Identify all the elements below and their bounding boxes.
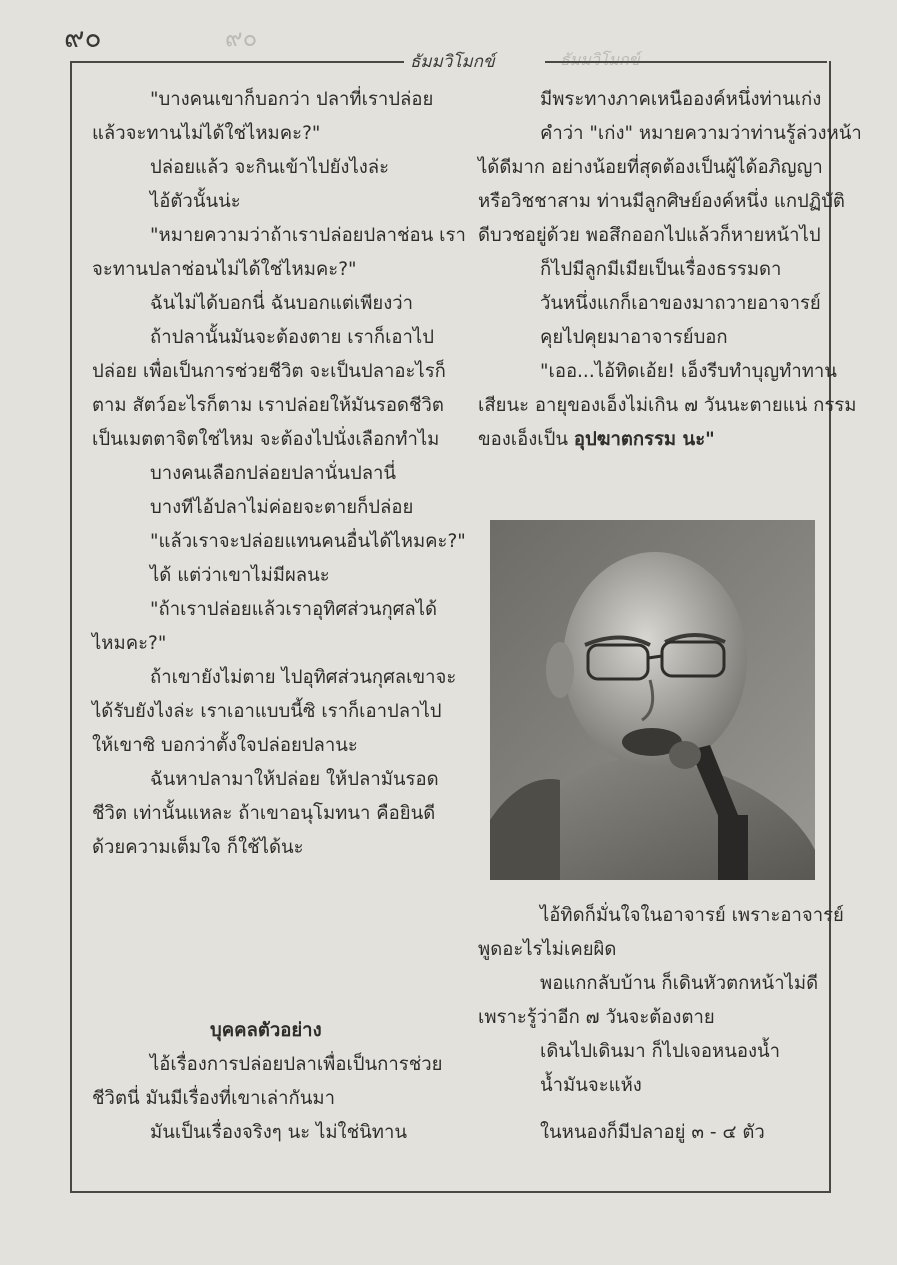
- section-heading: บุคคลตัวอย่าง: [210, 1020, 322, 1041]
- right-line-2: คำว่า "เก่ง" หมายความว่าท่านรู้ล่วงหน้า: [540, 123, 862, 144]
- bleed-page-number: ๙๐: [225, 24, 258, 52]
- right-line-12: ไอ้ทิดก็มั่นใจในอาจารย์ เพราะอาจารย์: [540, 905, 844, 926]
- running-header: ธัมมวิโมกข์: [410, 52, 495, 72]
- left-line-21: ฉันหาปลามาให้ปล่อย ให้ปลามันรอด: [150, 769, 439, 790]
- left-line-14: "แล้วเราจะปล่อยแทนคนอื่นได้ไหมคะ?": [150, 531, 466, 552]
- right-line-8: คุยไปคุยมาอาจารย์บอก: [540, 327, 728, 348]
- monk-photo: [490, 520, 815, 880]
- left-line-2: แล้วจะทานไม่ได้ใช่ไหมคะ?": [92, 123, 321, 144]
- karma-bold: อุปฆาตกรรม นะ": [573, 429, 715, 450]
- right-line-13: พูดอะไรไม่เคยผิด: [478, 939, 617, 960]
- right-line-16: เดินไปเดินมา ก็ไปเจอหนองน้ำ: [540, 1041, 781, 1062]
- right-line-5: ดีบวชอยู่ด้วย พอสึกออกไปแล้วก็หายหน้าไป: [478, 225, 821, 246]
- right-line-9: "เออ...ไอ้ทิดเอ้ย! เอ็งรีบทำบุญทำทาน: [540, 361, 837, 382]
- left-line-8: ถ้าปลานั้นมันจะต้องตาย เราก็เอาไป: [150, 327, 434, 348]
- right-line-1: มีพระทางภาคเหนือองค์หนึ่งท่านเก่ง: [540, 89, 822, 110]
- right-line-6: ก็ไปมีลูกมีเมียเป็นเรื่องธรรมดา: [540, 259, 782, 280]
- left-line-5: "หมายความว่าถ้าเราปล่อยปลาช่อน เรา: [150, 225, 466, 246]
- left-line-16: "ถ้าเราปล่อยแล้วเราอุทิศส่วนกุศลได้: [150, 599, 438, 620]
- karma-prefix: ของเอ็งเป็น: [478, 429, 574, 450]
- right-line-7: วันหนึ่งแกก็เอาของมาถวายอาจารย์: [540, 293, 821, 314]
- left-line-19: ได้รับยังไงล่ะ เราเอาแบบนี้ซิ เราก็เอาปลาไป: [92, 701, 442, 722]
- left-line-15: ได้ แต่ว่าเขาไม่มีผลนะ: [150, 565, 330, 586]
- right-line-4: หรือวิชชาสาม ท่านมีลูกศิษย์องค์หนึ่ง แกปฏิบัติ: [478, 191, 845, 212]
- left-line-1: "บางคนเขาก็บอกว่า ปลาที่เราปล่อย: [150, 89, 434, 110]
- left-line-13: บางทีไอ้ปลาไม่ค่อยจะตายก็ปล่อย: [150, 497, 414, 518]
- right-line-15: เพราะรู้ว่าอีก ๗ วันจะต้องตาย: [478, 1007, 715, 1028]
- left-line-4: ไอ้ตัวนั้นน่ะ: [150, 191, 241, 212]
- right-line-11: [478, 425, 715, 454]
- left-line-11: เป็นเมตตาจิตใช่ไหม จะต้องไปนั่งเลือกทำไม: [92, 429, 440, 450]
- right-line-10: เสียนะ อายุของเอ็งไม่เกิน ๗ วันนะตายแน่ กรรม: [478, 395, 857, 416]
- left-line-23: ด้วยความเต็มใจ ก็ใช้ได้นะ: [92, 837, 304, 858]
- right-line-14: พอแกกลับบ้าน ก็เดินหัวตกหน้าไม่ดี: [540, 973, 819, 994]
- monk-portrait-illustration: [490, 520, 815, 880]
- left-line-6: จะทานปลาช่อนไม่ได้ใช่ไหมคะ?": [92, 259, 357, 280]
- left-line-3: ปล่อยแล้ว จะกินเข้าไปยังไงล่ะ: [150, 157, 390, 178]
- left-line-18: ถ้าเขายังไม่ตาย ไปอุทิศส่วนกุศลเขาจะ: [150, 667, 457, 688]
- right-line-3: ได้ดีมาก อย่างน้อยที่สุดต้องเป็นผู้ได้อภิญญา: [478, 157, 823, 178]
- left-line-10: ตาม สัตว์อะไรก็ตาม เราปล่อยให้มันรอดชีวิต: [92, 395, 444, 416]
- left-line-24: ไอ้เรื่องการปล่อยปลาเพื่อเป็นการช่วย: [150, 1054, 443, 1075]
- left-line-12: บางคนเลือกปล่อยปลานั่นปลานี่: [150, 463, 397, 484]
- left-line-9: ปล่อย เพื่อเป็นการช่วยชีวิต จะเป็นปลาอะไรก็: [92, 361, 446, 382]
- left-line-26: มันเป็นเรื่องจริงๆ นะ ไม่ใช่นิทาน: [150, 1122, 408, 1143]
- left-line-22: ชีวิต เท่านั้นแหละ ถ้าเขาอนุโมทนา คือยินดี: [92, 803, 436, 824]
- right-line-18: ในหนองก็มีปลาอยู่ ๓ - ๔ ตัว: [540, 1122, 765, 1143]
- left-line-20: ให้เขาซิ บอกว่าตั้งใจปล่อยปลานะ: [92, 735, 358, 756]
- left-line-17: ไหมคะ?": [92, 633, 167, 654]
- bleed-header: ธัมมวิโมกข์: [560, 50, 640, 69]
- page-number: ๙๐: [64, 21, 102, 54]
- left-line-7: ฉันไม่ได้บอกนี่ ฉันบอกแต่เพียงว่า: [150, 293, 414, 314]
- left-line-25: ชีวิตนี่ มันมีเรื่องที่เขาเล่ากันมา: [92, 1088, 335, 1109]
- right-line-17: น้ำมันจะแห้ง: [540, 1075, 642, 1096]
